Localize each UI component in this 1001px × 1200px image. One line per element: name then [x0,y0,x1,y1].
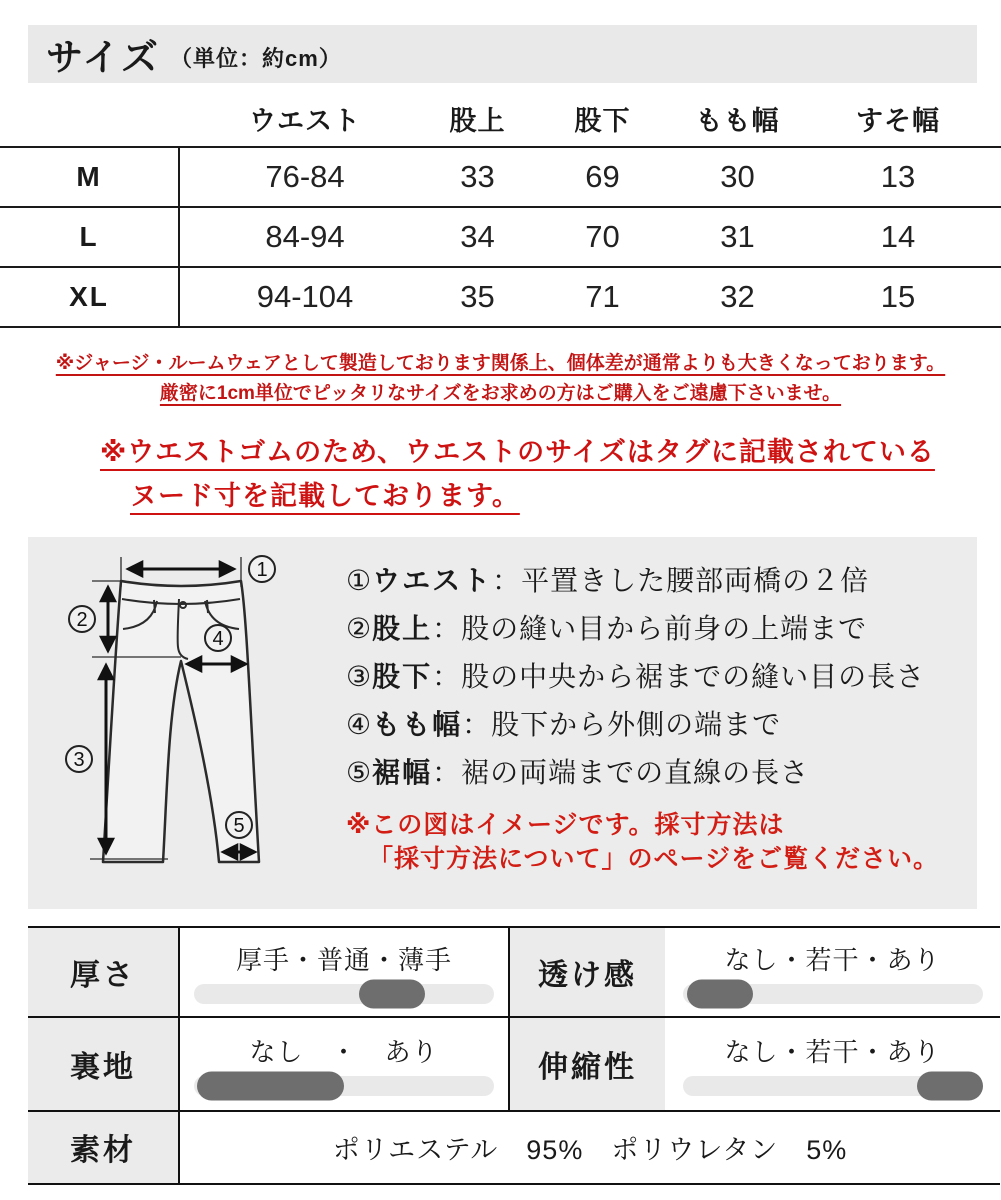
slider-pill [197,1071,344,1100]
waist-value: 84-94 [265,219,345,254]
stretch-label: 伸縮性 [510,1018,665,1110]
rise-value: 35 [460,279,495,314]
slider-track [683,1076,983,1096]
waist-value: 76-84 [265,159,345,194]
size-table-header [0,90,1001,148]
col-header-hem: すそ幅 [856,105,940,136]
col-header-inseam: 股下 [574,105,631,136]
thickness-slider [194,940,494,1004]
diagram-marker-1 [249,556,275,582]
diagram-marker-2 [69,606,95,632]
spec-row-2 [28,1018,1000,1112]
sheerness-label: 透け感 [510,928,665,1016]
disclaimer-line: 「採寸方法について」のページをご覧ください。 [368,844,940,873]
definition-thigh: ④もも幅：股下から外側の端まで [346,708,782,740]
slider-track [683,984,983,1004]
page-title: サイズ [46,37,161,78]
notice-line: ヌード寸を記載しております。 [130,481,520,512]
definition-hem: ⑤裾幅：裾の両端までの直線の長さ [346,756,810,788]
diagram-disclaimer [346,809,939,877]
size-label: M [0,148,180,206]
svg-text:3: 3 [73,748,85,771]
slider-track [194,1076,494,1096]
notice-line: ※ジャージ・ルームウェアとして製造しております関係上、個体差が通常よりも大きくなっております。 [55,353,946,374]
rise-value: 33 [460,159,495,194]
col-header-thigh: もも幅 [695,105,780,136]
thigh-value: 31 [720,219,755,254]
table-row-l [0,208,1001,268]
notice-waist-elastic [100,430,1001,519]
slider-pill [359,979,425,1008]
hem-value: 13 [880,159,916,194]
inseam-value: 70 [585,219,620,254]
notice-line: 厳密に1cm単位でピッタリなサイズをお求めの方はご購入をご遠慮下さいませ。 [159,383,842,405]
definition-inseam: ③股下：股の中央から裾までの縫い目の長さ [346,660,926,692]
spec-row-material [28,1112,1000,1185]
title-band [28,25,977,83]
rise-value: 34 [460,219,495,254]
lining-slider [194,1032,494,1096]
thigh-value: 32 [720,279,755,314]
slider-pill [687,979,753,1008]
diagram-marker-3 [66,746,92,772]
diagram-marker-4 [205,625,231,651]
thickness-options: 厚手・普通・薄手 [235,944,452,975]
measure-definitions [346,537,939,909]
svg-text:2: 2 [76,608,88,631]
thigh-value: 30 [720,159,755,194]
col-header-waist: ウエスト [249,105,361,136]
spec-table [28,926,1000,1185]
slider-track [194,984,494,1004]
col-header-rise: 股上 [449,105,506,136]
svg-text:5: 5 [233,814,245,837]
material-label: 素材 [28,1112,180,1183]
disclaimer-line: ※この図はイメージです。採寸方法は [346,810,785,839]
inseam-value: 71 [585,279,620,314]
size-label: L [0,208,180,266]
pants-diagram [28,537,346,909]
pants-illustration-icon [46,549,346,897]
sheerness-options: なし・若干・あり [724,944,941,975]
waist-value: 94-104 [256,279,354,314]
sheerness-slider [683,940,983,1004]
thickness-cell [180,928,510,1016]
stretch-options: なし・若干・あり [724,1036,941,1067]
definition-rise: ②股上：股の縫い目から前身の上端まで [346,612,868,644]
lining-options: なし ・ あり [249,1036,439,1067]
table-row-xl [0,268,1001,328]
hem-value: 14 [880,219,916,254]
diagram-marker-5 [226,812,252,838]
notice-line: ※ウエストゴムのため、ウエストのサイズはタグに記載されている [100,436,935,467]
stretch-slider [683,1032,983,1096]
material-value: ポリエステル 95% ポリウレタン 5% [332,1134,848,1165]
measure-guide-panel [28,537,977,909]
slider-pill [917,1071,983,1100]
size-label: XL [0,268,180,326]
lining-cell [180,1018,510,1110]
size-table [0,90,1001,328]
unit-label: （単位：約cm） [170,45,342,71]
table-row-m [0,148,1001,208]
spec-row-1 [28,928,1000,1018]
svg-text:4: 4 [212,627,224,650]
hem-value: 15 [880,279,916,314]
inseam-value: 69 [585,159,620,194]
definition-waist: ①ウエスト：平置きした腰部両橋の２倍 [346,564,870,596]
svg-text:1: 1 [256,558,268,581]
header-empty-cell [0,90,180,146]
notice-individual-difference [0,349,1001,410]
lining-label: 裏地 [28,1018,180,1110]
sheerness-cell [665,928,1000,1016]
stretch-cell [665,1018,1000,1110]
thickness-label: 厚さ [28,928,180,1016]
